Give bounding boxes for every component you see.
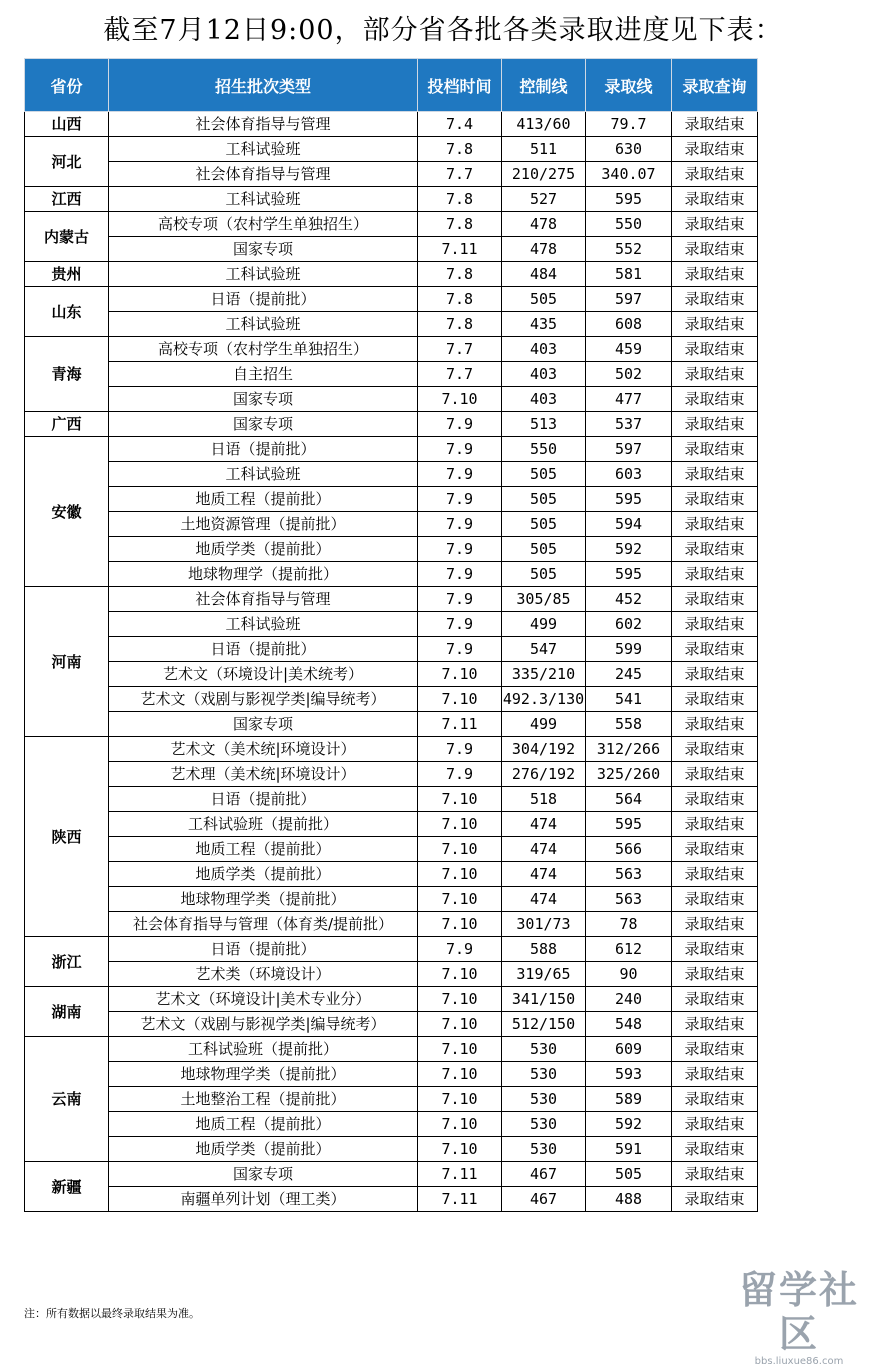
control-line-cell: 499: [502, 612, 586, 637]
admission-line-cell: 325/260: [586, 762, 672, 787]
control-line-cell: 210/275: [502, 162, 586, 187]
submit-time-cell: 7.11: [418, 1187, 502, 1212]
admission-line-cell: 602: [586, 612, 672, 637]
admission-line-cell: 552: [586, 237, 672, 262]
batch-type-cell: 工科试验班: [109, 187, 418, 212]
control-line-cell: 467: [502, 1162, 586, 1187]
submit-time-cell: 7.10: [418, 887, 502, 912]
province-cell: 江西: [25, 187, 109, 212]
province-cell: 浙江: [25, 937, 109, 987]
admission-line-cell: 240: [586, 987, 672, 1012]
batch-type-cell: 工科试验班: [109, 262, 418, 287]
table-row: [25, 987, 758, 1012]
submit-time-cell: 7.8: [418, 312, 502, 337]
control-line-cell: 335/210: [502, 662, 586, 687]
admission-query-cell: 录取结束: [672, 562, 758, 587]
control-line-cell: 276/192: [502, 762, 586, 787]
admission-query-cell: 录取结束: [672, 487, 758, 512]
province-cell: 安徽: [25, 437, 109, 587]
table-row: [25, 637, 758, 662]
control-line-cell: 403: [502, 387, 586, 412]
batch-type-cell: 工科试验班（提前批）: [109, 812, 418, 837]
admission-query-cell: 录取结束: [672, 262, 758, 287]
table-row: [25, 262, 758, 287]
admission-query-cell: 录取结束: [672, 937, 758, 962]
admission-line-cell: 597: [586, 287, 672, 312]
admission-query-cell: 录取结束: [672, 912, 758, 937]
province-cell: 山东: [25, 287, 109, 337]
control-line-cell: 530: [502, 1137, 586, 1162]
watermark-url: bbs.liuxue86.com: [754, 1356, 844, 1367]
control-line-cell: 474: [502, 862, 586, 887]
admission-line-cell: 90: [586, 962, 672, 987]
batch-type-cell: 地质工程（提前批）: [109, 1112, 418, 1137]
submit-time-cell: 7.9: [418, 512, 502, 537]
table-row: [25, 787, 758, 812]
submit-time-cell: 7.10: [418, 987, 502, 1012]
submit-time-cell: 7.10: [418, 1137, 502, 1162]
table-row: [25, 462, 758, 487]
admission-query-cell: 录取结束: [672, 437, 758, 462]
batch-type-cell: 工科试验班: [109, 137, 418, 162]
admission-query-cell: 录取结束: [672, 762, 758, 787]
submit-time-cell: 7.10: [418, 1037, 502, 1062]
admission-line-cell: 592: [586, 1112, 672, 1137]
admission-line-cell: 612: [586, 937, 672, 962]
submit-time-cell: 7.7: [418, 337, 502, 362]
batch-type-cell: 社会体育指导与管理（体育类/提前批）: [109, 912, 418, 937]
control-line-cell: 530: [502, 1112, 586, 1137]
control-line-cell: 512/150: [502, 1012, 586, 1037]
admission-line-cell: 548: [586, 1012, 672, 1037]
table-row: [25, 687, 758, 712]
batch-type-cell: 日语（提前批）: [109, 937, 418, 962]
control-line-cell: 341/150: [502, 987, 586, 1012]
table-row: [25, 962, 758, 987]
table-row: [25, 512, 758, 537]
table-row: [25, 1012, 758, 1037]
admission-line-cell: 245: [586, 662, 672, 687]
control-line-cell: 527: [502, 187, 586, 212]
control-line-cell: 474: [502, 812, 586, 837]
control-line-cell: 305/85: [502, 587, 586, 612]
submit-time-cell: 7.9: [418, 762, 502, 787]
admission-query-cell: 录取结束: [672, 462, 758, 487]
province-cell: 内蒙古: [25, 212, 109, 262]
admission-line-cell: 564: [586, 787, 672, 812]
admission-line-cell: 608: [586, 312, 672, 337]
header-admission-line: 录取线: [586, 59, 672, 112]
admission-line-cell: 537: [586, 412, 672, 437]
admission-query-cell: 录取结束: [672, 312, 758, 337]
table-row: [25, 112, 758, 137]
province-cell: 山西: [25, 112, 109, 137]
control-line-cell: 530: [502, 1062, 586, 1087]
control-line-cell: 492.3/130: [502, 687, 586, 712]
admission-line-cell: 594: [586, 512, 672, 537]
control-line-cell: 474: [502, 837, 586, 862]
control-line-cell: 505: [502, 562, 586, 587]
submit-time-cell: 7.10: [418, 962, 502, 987]
submit-time-cell: 7.4: [418, 112, 502, 137]
province-cell: 河南: [25, 587, 109, 737]
province-cell: 云南: [25, 1037, 109, 1162]
admission-line-cell: 502: [586, 362, 672, 387]
table-row: [25, 712, 758, 737]
admission-query-cell: 录取结束: [672, 962, 758, 987]
control-line-cell: 478: [502, 212, 586, 237]
table-row: [25, 312, 758, 337]
batch-type-cell: 高校专项（农村学生单独招生）: [109, 212, 418, 237]
table-row: [25, 937, 758, 962]
page-title: 截至7月12日9:00，部分省各批各类录取进度见下表：: [103, 15, 783, 46]
batch-type-cell: 地质学类（提前批）: [109, 1137, 418, 1162]
control-line-cell: 505: [502, 512, 586, 537]
submit-time-cell: 7.9: [418, 937, 502, 962]
submit-time-cell: 7.7: [418, 162, 502, 187]
table-row: [25, 837, 758, 862]
control-line-cell: 435: [502, 312, 586, 337]
batch-type-cell: 社会体育指导与管理: [109, 112, 418, 137]
table-row: [25, 537, 758, 562]
submit-time-cell: 7.8: [418, 187, 502, 212]
batch-type-cell: 国家专项: [109, 412, 418, 437]
submit-time-cell: 7.10: [418, 862, 502, 887]
submit-time-cell: 7.9: [418, 587, 502, 612]
control-line-cell: 550: [502, 437, 586, 462]
batch-type-cell: 艺术文（戏剧与影视学类|编导统考）: [109, 687, 418, 712]
admission-query-cell: 录取结束: [672, 137, 758, 162]
header-province: 省份: [25, 59, 109, 112]
control-line-cell: 484: [502, 262, 586, 287]
admission-line-cell: 558: [586, 712, 672, 737]
batch-type-cell: 日语（提前批）: [109, 287, 418, 312]
batch-type-cell: 日语（提前批）: [109, 787, 418, 812]
province-cell: 陕西: [25, 737, 109, 937]
batch-type-cell: 工科试验班（提前批）: [109, 1037, 418, 1062]
watermark-logo: 留学社区: [738, 1268, 859, 1356]
province-cell: 广西: [25, 412, 109, 437]
batch-type-cell: 国家专项: [109, 1162, 418, 1187]
admission-line-cell: 581: [586, 262, 672, 287]
table-row: [25, 562, 758, 587]
control-line-cell: 547: [502, 637, 586, 662]
admission-line-cell: 566: [586, 837, 672, 862]
admission-query-cell: 录取结束: [672, 887, 758, 912]
table-row: [25, 162, 758, 187]
batch-type-cell: 高校专项（农村学生单独招生）: [109, 337, 418, 362]
control-line-cell: 467: [502, 1187, 586, 1212]
table-row: [25, 412, 758, 437]
admission-query-cell: 录取结束: [672, 737, 758, 762]
batch-type-cell: 日语（提前批）: [109, 437, 418, 462]
admission-line-cell: 550: [586, 212, 672, 237]
admission-line-cell: 78: [586, 912, 672, 937]
admission-query-cell: 录取结束: [672, 387, 758, 412]
admission-line-cell: 630: [586, 137, 672, 162]
admission-query-cell: 录取结束: [672, 812, 758, 837]
batch-type-cell: 地球物理学（提前批）: [109, 562, 418, 587]
batch-type-cell: 土地整治工程（提前批）: [109, 1087, 418, 1112]
admission-table: [24, 58, 758, 1212]
admission-line-cell: 595: [586, 187, 672, 212]
admission-query-cell: 录取结束: [672, 162, 758, 187]
table-body: [25, 112, 758, 1212]
header-admission-query: 录取查询: [672, 59, 758, 112]
submit-time-cell: 7.8: [418, 137, 502, 162]
admission-line-cell: 589: [586, 1087, 672, 1112]
admission-query-cell: 录取结束: [672, 1187, 758, 1212]
admission-query-cell: 录取结束: [672, 662, 758, 687]
batch-type-cell: 地质学类（提前批）: [109, 862, 418, 887]
admission-query-cell: 录取结束: [672, 1062, 758, 1087]
batch-type-cell: 艺术文（戏剧与影视学类|编导统考）: [109, 1012, 418, 1037]
control-line-cell: 474: [502, 887, 586, 912]
table-row: [25, 812, 758, 837]
admission-line-cell: 599: [586, 637, 672, 662]
table-row: [25, 1062, 758, 1087]
submit-time-cell: 7.8: [418, 287, 502, 312]
submit-time-cell: 7.11: [418, 1162, 502, 1187]
batch-type-cell: 地质工程（提前批）: [109, 487, 418, 512]
header-submit-time: 投档时间: [418, 59, 502, 112]
admission-line-cell: 597: [586, 437, 672, 462]
admission-line-cell: 563: [586, 887, 672, 912]
admission-query-cell: 录取结束: [672, 337, 758, 362]
batch-type-cell: 地质工程（提前批）: [109, 837, 418, 862]
submit-time-cell: 7.10: [418, 837, 502, 862]
admission-line-cell: 312/266: [586, 737, 672, 762]
table-row: [25, 437, 758, 462]
admission-query-cell: 录取结束: [672, 987, 758, 1012]
submit-time-cell: 7.10: [418, 912, 502, 937]
admission-query-cell: 录取结束: [672, 412, 758, 437]
control-line-cell: 530: [502, 1037, 586, 1062]
batch-type-cell: 社会体育指导与管理: [109, 587, 418, 612]
submit-time-cell: 7.10: [418, 1112, 502, 1137]
submit-time-cell: 7.11: [418, 237, 502, 262]
admission-line-cell: 593: [586, 1062, 672, 1087]
table-row: [25, 1162, 758, 1187]
admission-query-cell: 录取结束: [672, 837, 758, 862]
header-control-line: 控制线: [502, 59, 586, 112]
batch-type-cell: 土地资源管理（提前批）: [109, 512, 418, 537]
submit-time-cell: 7.9: [418, 737, 502, 762]
admission-query-cell: 录取结束: [672, 637, 758, 662]
admission-query-cell: 录取结束: [672, 237, 758, 262]
admission-query-cell: 录取结束: [672, 687, 758, 712]
admission-query-cell: 录取结束: [672, 862, 758, 887]
batch-type-cell: 艺术文（环境设计|美术专业分）: [109, 987, 418, 1012]
admission-query-cell: 录取结束: [672, 362, 758, 387]
admission-query-cell: 录取结束: [672, 1087, 758, 1112]
admission-line-cell: 595: [586, 487, 672, 512]
admission-query-cell: 录取结束: [672, 1112, 758, 1137]
watermark: [724, 1268, 874, 1367]
admission-query-cell: 录取结束: [672, 112, 758, 137]
submit-time-cell: 7.10: [418, 812, 502, 837]
table-row: [25, 187, 758, 212]
batch-type-cell: 艺术文（美术统|环境设计）: [109, 737, 418, 762]
admission-query-cell: 录取结束: [672, 1162, 758, 1187]
admission-line-cell: 79.7: [586, 112, 672, 137]
control-line-cell: 588: [502, 937, 586, 962]
admission-line-cell: 563: [586, 862, 672, 887]
batch-type-cell: 国家专项: [109, 237, 418, 262]
footnote: 注：所有数据以最终录取结果为准。: [24, 1307, 200, 1320]
table-row: [25, 387, 758, 412]
submit-time-cell: 7.10: [418, 1087, 502, 1112]
batch-type-cell: 艺术类（环境设计）: [109, 962, 418, 987]
submit-time-cell: 7.10: [418, 787, 502, 812]
table-row: [25, 1187, 758, 1212]
admission-line-cell: 541: [586, 687, 672, 712]
admission-query-cell: 录取结束: [672, 187, 758, 212]
table-row: [25, 1037, 758, 1062]
header-batch-type: 招生批次类型: [109, 59, 418, 112]
submit-time-cell: 7.9: [418, 637, 502, 662]
submit-time-cell: 7.9: [418, 462, 502, 487]
batch-type-cell: 地质学类（提前批）: [109, 537, 418, 562]
batch-type-cell: 艺术文（环境设计|美术统考）: [109, 662, 418, 687]
admission-line-cell: 340.07: [586, 162, 672, 187]
province-cell: 河北: [25, 137, 109, 187]
province-cell: 新疆: [25, 1162, 109, 1212]
submit-time-cell: 7.10: [418, 387, 502, 412]
table-row: [25, 1137, 758, 1162]
submit-time-cell: 7.9: [418, 487, 502, 512]
admission-query-cell: 录取结束: [672, 712, 758, 737]
control-line-cell: 403: [502, 362, 586, 387]
submit-time-cell: 7.9: [418, 437, 502, 462]
table-row: [25, 762, 758, 787]
table-row: [25, 662, 758, 687]
admission-query-cell: 录取结束: [672, 1012, 758, 1037]
batch-type-cell: 国家专项: [109, 712, 418, 737]
batch-type-cell: 工科试验班: [109, 312, 418, 337]
table-header-row: [25, 59, 758, 112]
table-row: [25, 287, 758, 312]
control-line-cell: 413/60: [502, 112, 586, 137]
control-line-cell: 511: [502, 137, 586, 162]
batch-type-cell: 工科试验班: [109, 612, 418, 637]
admission-line-cell: 603: [586, 462, 672, 487]
admission-line-cell: 459: [586, 337, 672, 362]
table-row: [25, 362, 758, 387]
submit-time-cell: 7.8: [418, 262, 502, 287]
control-line-cell: 513: [502, 412, 586, 437]
control-line-cell: 478: [502, 237, 586, 262]
control-line-cell: 499: [502, 712, 586, 737]
admission-query-cell: 录取结束: [672, 512, 758, 537]
control-line-cell: 505: [502, 462, 586, 487]
table-row: [25, 137, 758, 162]
table-row: [25, 212, 758, 237]
control-line-cell: 403: [502, 337, 586, 362]
admission-line-cell: 595: [586, 812, 672, 837]
submit-time-cell: 7.11: [418, 712, 502, 737]
admission-line-cell: 477: [586, 387, 672, 412]
control-line-cell: 505: [502, 537, 586, 562]
province-cell: 湖南: [25, 987, 109, 1037]
submit-time-cell: 7.7: [418, 362, 502, 387]
control-line-cell: 505: [502, 287, 586, 312]
batch-type-cell: 工科试验班: [109, 462, 418, 487]
admission-line-cell: 609: [586, 1037, 672, 1062]
admission-query-cell: 录取结束: [672, 537, 758, 562]
table-row: [25, 1087, 758, 1112]
submit-time-cell: 7.9: [418, 537, 502, 562]
submit-time-cell: 7.10: [418, 662, 502, 687]
admission-line-cell: 591: [586, 1137, 672, 1162]
submit-time-cell: 7.10: [418, 1012, 502, 1037]
table-row: [25, 487, 758, 512]
control-line-cell: 518: [502, 787, 586, 812]
table-row: [25, 1112, 758, 1137]
admission-query-cell: 录取结束: [672, 212, 758, 237]
table-row: [25, 862, 758, 887]
submit-time-cell: 7.9: [418, 612, 502, 637]
batch-type-cell: 自主招生: [109, 362, 418, 387]
control-line-cell: 301/73: [502, 912, 586, 937]
table-row: [25, 887, 758, 912]
batch-type-cell: 艺术理（美术统|环境设计）: [109, 762, 418, 787]
province-cell: 贵州: [25, 262, 109, 287]
admission-query-cell: 录取结束: [672, 1137, 758, 1162]
submit-time-cell: 7.9: [418, 412, 502, 437]
control-line-cell: 304/192: [502, 737, 586, 762]
admission-query-cell: 录取结束: [672, 787, 758, 812]
admission-query-cell: 录取结束: [672, 612, 758, 637]
submit-time-cell: 7.9: [418, 562, 502, 587]
submit-time-cell: 7.8: [418, 212, 502, 237]
submit-time-cell: 7.10: [418, 1062, 502, 1087]
table-row: [25, 912, 758, 937]
batch-type-cell: 日语（提前批）: [109, 637, 418, 662]
admission-query-cell: 录取结束: [672, 587, 758, 612]
admission-line-cell: 505: [586, 1162, 672, 1187]
admission-line-cell: 488: [586, 1187, 672, 1212]
batch-type-cell: 地球物理学类（提前批）: [109, 1062, 418, 1087]
admission-query-cell: 录取结束: [672, 287, 758, 312]
batch-type-cell: 国家专项: [109, 387, 418, 412]
admission-query-cell: 录取结束: [672, 1037, 758, 1062]
admission-line-cell: 595: [586, 562, 672, 587]
table-row: [25, 337, 758, 362]
table-row: [25, 737, 758, 762]
batch-type-cell: 地球物理学类（提前批）: [109, 887, 418, 912]
control-line-cell: 530: [502, 1087, 586, 1112]
admission-line-cell: 592: [586, 537, 672, 562]
province-cell: 青海: [25, 337, 109, 412]
control-line-cell: 319/65: [502, 962, 586, 987]
table-row: [25, 612, 758, 637]
batch-type-cell: 南疆单列计划（理工类）: [109, 1187, 418, 1212]
admission-line-cell: 452: [586, 587, 672, 612]
submit-time-cell: 7.10: [418, 687, 502, 712]
control-line-cell: 505: [502, 487, 586, 512]
table-row: [25, 587, 758, 612]
table-row: [25, 237, 758, 262]
batch-type-cell: 社会体育指导与管理: [109, 162, 418, 187]
